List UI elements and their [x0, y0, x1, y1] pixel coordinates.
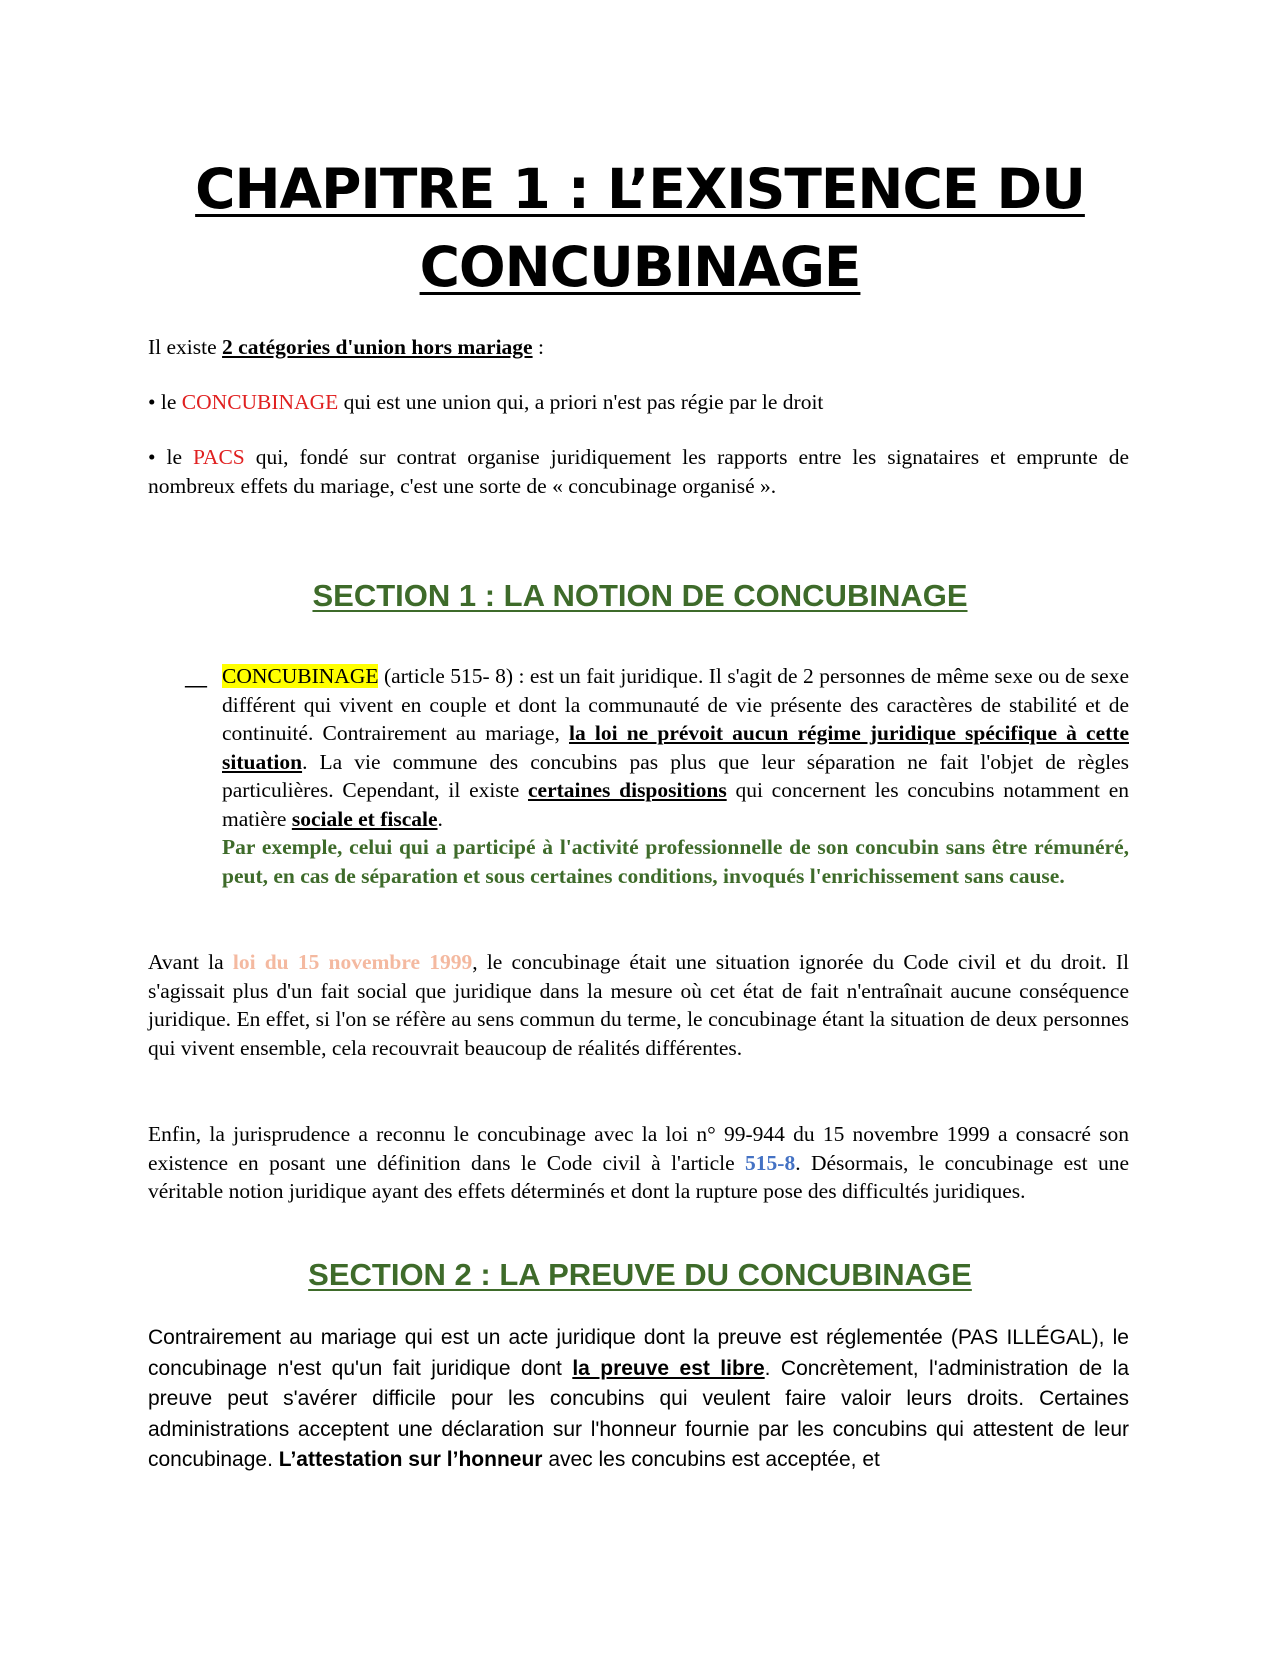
intro-suffix: :: [532, 335, 544, 359]
highlighted-term: CONCUBINAGE: [222, 664, 379, 688]
paragraph-text: Avant la: [148, 950, 233, 974]
definition-text: qui concernent les concubins notamment en matière: [222, 778, 1130, 831]
example-text: Par exemple, celui qui a participé à l'activité professionnelle de son concubin sans être rémunéré, peut, en cas de séparation et sous certaines conditions, invoqués l'enrichissement sans cause.: [222, 835, 1129, 888]
bullet-term-concubinage: CONCUBINAGE: [181, 390, 339, 414]
definition-text: . La vie commune des concubins pas plus que leur séparation ne fait l'objet de règles particulières. Cependant, il existe: [222, 749, 1129, 802]
definition-emphasis: certaines dispositions: [528, 778, 727, 802]
definition-emphasis: la loi ne prévoit aucun régime juridique spécifique à cette situation: [222, 721, 1129, 774]
section1-heading: SECTION 1 : LA NOTION DE CONCUBINAGE: [312, 578, 968, 613]
definition-text: (article 515- 8) : est un fait juridique. Il s'agit de 2 personnes de même sexe ou de sexe différent qui vivent en couple et dont la communauté de vie présente des caractères de stabilité et de continuité. Contrairement au mariage,: [222, 664, 1129, 745]
intro-emphasis: 2 catégories d'union hors mariage: [222, 335, 533, 359]
section1-paragraph-1: [148, 948, 1129, 1062]
dash-bullet: —: [185, 672, 207, 697]
bullet-pacs: [148, 443, 1129, 500]
paragraph-text: , le concubinage était une situation ignorée du Code civil et du droit. Il s'agissait plus d'un fait social que juridique dans la mesure où cet état de fait n'entraînait aucune conséquence juridique. En effet, si l'on se réfère au sens commun du terme, le concubinage étant la situation de deux personnes qui vivent ensemble, cela recouvrait beaucoup de réalités différentes.: [148, 950, 1129, 1060]
bullet-text: qui est une union qui, a priori n'est pas régie par le droit: [338, 390, 824, 414]
chapter-title-line1: CHAPITRE 1 : L’EXISTENCE DU: [195, 157, 1085, 221]
chapter-title: [0, 150, 1280, 306]
bullet-lead: • le: [148, 390, 182, 414]
intro-line: [148, 333, 1129, 362]
definition-emphasis: sociale et fiscale: [291, 806, 438, 831]
paragraph-bold: L’attestation sur l’honneur: [278, 1448, 543, 1471]
intro-prefix: Il existe: [148, 335, 223, 359]
paragraph-text: avec les concubins est acceptée, et: [542, 1448, 880, 1471]
paragraph-text: . Concrètement, l'administration de la preuve peut s'avérer difficile pour les concubins qui veulent faire valoir leurs droits. Certaines administrations acceptent une déclaration sur l'honneur fournie par les concubins qui attestent de leur concubinage.: [148, 1356, 1129, 1471]
chapter-title-line2: CONCUBINAGE: [419, 235, 861, 299]
bullet-concubinage: [148, 388, 1129, 417]
definition-text: .: [437, 806, 443, 831]
section1-definition: [222, 662, 1129, 890]
paragraph-emphasis: la preuve est libre: [572, 1356, 765, 1380]
paragraph-text: Contrairement au mariage qui est un acte juridique dont la preuve est réglementée (PAS ILLÉGAL), le concubinage n'est qu'un fait juridique dont: [148, 1326, 1129, 1380]
law-reference: loi du 15 novembre 1999: [232, 950, 473, 974]
section2-heading: SECTION 2 : LA PREUVE DU CONCUBINAGE: [308, 1257, 972, 1292]
paragraph-text: Enfin, la jurisprudence a reconnu le concubinage avec la loi n° 99-944 du 15 novembre 1999 a consacré son existence en posant une définition dans le Code civil à l'article: [148, 1122, 1129, 1175]
section2-paragraph: [148, 1323, 1129, 1476]
section1-paragraph-2: [148, 1120, 1129, 1206]
bullet-text: qui, fondé sur contrat organise juridiquement les rapports entre les signataires et emprunte de nombreux effets du mariage, c'est une sorte de « concubinage organisé ».: [148, 445, 1129, 498]
article-reference: 515-8: [745, 1150, 796, 1175]
bullet-lead: • le: [148, 445, 193, 469]
paragraph-text: . Désormais, le concubinage est une véritable notion juridique ayant des effets déterminés et dont la rupture pose des difficultés juridiques.: [148, 1150, 1129, 1203]
bullet-term-pacs: PACS: [192, 445, 245, 469]
